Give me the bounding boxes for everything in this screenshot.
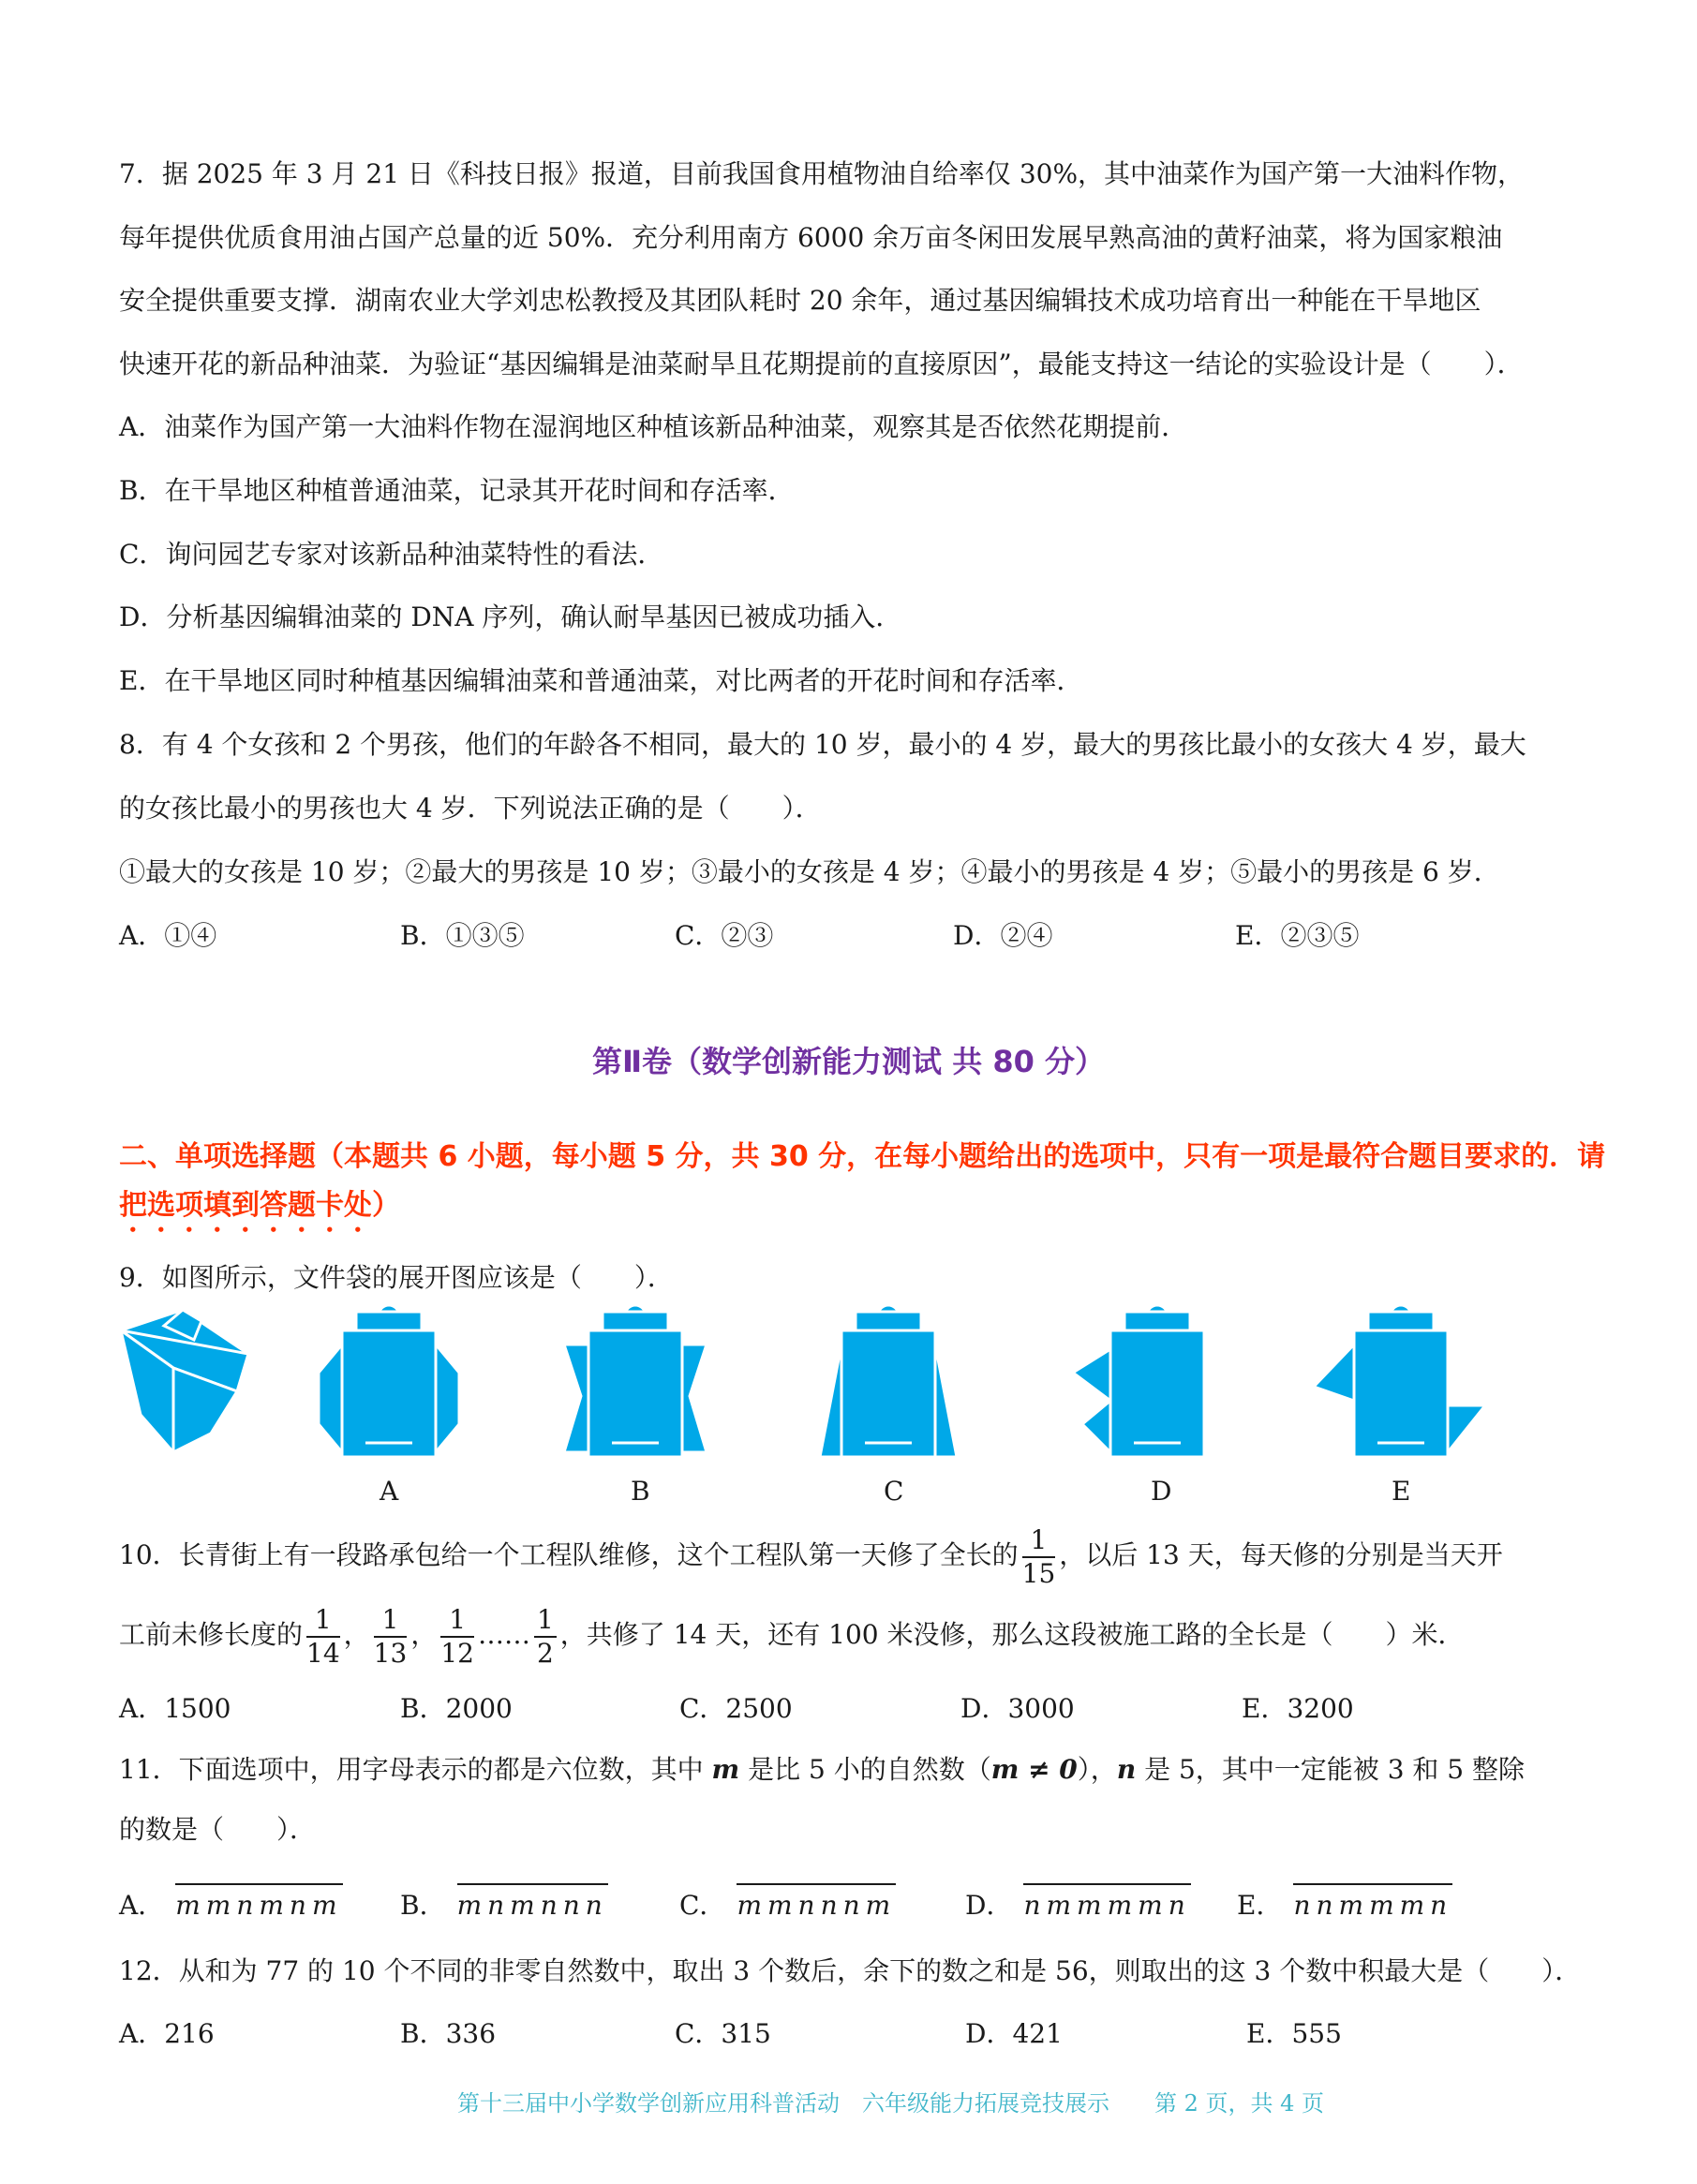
q12-text: 12．从和为 77 的 10 个不同的非零自然数中，取出 3 个数后，余下的数之和是 56，则取出的这 3 个数中积最大是（ ）． xyxy=(119,1955,1582,1986)
q8-line-3: ①最大的女孩是 10 岁；②最大的男孩是 10 岁；③最小的女孩是 4 岁；④最小的男孩是 4 岁；⑤最小的男孩是 6 岁． xyxy=(119,856,1500,887)
q10-option-a: A．1500 xyxy=(119,1693,231,1724)
q7-line-2: 每年提供优质食用油占国产总量的近 50%．充分利用南方 6000 余万亩冬闲田发展早熟高油的黄籽油菜，将为国家粮油 xyxy=(119,222,1503,253)
q8-option-c: C．②③ xyxy=(675,920,774,951)
fraction-numerator: 1 xyxy=(440,1604,474,1638)
net-label-a: A xyxy=(380,1476,399,1507)
q11-option-c xyxy=(679,1883,896,1923)
option-letter: E． xyxy=(1237,1890,1283,1921)
q12-option-c: C．315 xyxy=(675,2018,771,2049)
option-letter: B． xyxy=(400,1890,446,1921)
q8-option-a: A．①④ xyxy=(119,920,217,951)
net-option-a xyxy=(314,1302,464,1462)
option-letter: A． xyxy=(119,1890,165,1921)
fraction-1-14 xyxy=(306,1604,340,1670)
overlined-number: mmnmnm xyxy=(175,1883,342,1923)
net-label-d: D xyxy=(1151,1476,1172,1507)
q11-text-b: 是比 5 小的自然数（ xyxy=(739,1754,991,1785)
q12-option-e: E．555 xyxy=(1246,2018,1342,2049)
net-label-b: B xyxy=(631,1476,650,1507)
fraction-1-13 xyxy=(374,1604,408,1670)
fraction-denominator: 15 xyxy=(1021,1557,1056,1589)
q8-option-b: B．①③⑤ xyxy=(400,920,525,951)
fraction-numerator: 1 xyxy=(306,1604,340,1638)
q8-line-1: 8．有 4 个女孩和 2 个男孩，他们的年龄各不相同，最大的 10 岁，最小的 4 岁，最大的男孩比最小的女孩大 4 岁，最大 xyxy=(119,729,1526,760)
page-footer: 第十三届中小学数学创新应用科普活动 六年级能力拓展竞技展示 第 2 页，共 4 页 xyxy=(457,2090,1325,2117)
fraction-denominator: 14 xyxy=(306,1637,340,1669)
q7-option-d: D．分析基因编辑油菜的 DNA 序列，确认耐旱基因已被成功插入． xyxy=(119,602,902,632)
fraction-denominator: 13 xyxy=(373,1637,408,1669)
fraction-1-15 xyxy=(1022,1524,1056,1590)
net-option-b xyxy=(562,1302,712,1462)
net-option-d xyxy=(1068,1302,1218,1462)
condition-m-not-zero: m ≠ 0 xyxy=(990,1754,1078,1785)
overlined-number: mmnnnm xyxy=(737,1883,896,1923)
net-option-c xyxy=(815,1302,965,1462)
fraction-numerator: 1 xyxy=(1022,1524,1056,1558)
folder-3d-figure xyxy=(117,1302,258,1462)
fraction-denominator: 2 xyxy=(536,1637,554,1669)
q12-option-b: B．336 xyxy=(400,2018,497,2049)
q11-line-1 xyxy=(119,1753,1553,1787)
instructions-line-2: 把选项填到答题卡处） xyxy=(119,1189,400,1222)
overlined-number: mnmnnn xyxy=(457,1883,608,1923)
q11-text-d: 是 5，其中一定能被 3 和 5 整除 xyxy=(1136,1754,1526,1785)
q11-text-a: 11．下面选项中，用字母表示的都是六位数，其中 xyxy=(119,1754,712,1785)
q12-option-a: A．216 xyxy=(119,2018,215,2049)
instructions-line-1: 二、单项选择题（本题共 6 小题，每小题 5 分，共 30 分，在每小题给出的选项中，只有一项是最符合题目要求的．请 xyxy=(119,1140,1606,1173)
q7-line-1: 7．据 2025 年 3 月 21 日《科技日报》报道，目前我国食用植物油自给率仅 30%，其中油菜作为国产第一大油料作物， xyxy=(119,158,1525,189)
fraction-numerator: 1 xyxy=(374,1604,408,1638)
q10-line-2 xyxy=(119,1597,1553,1672)
option-letter: D． xyxy=(965,1890,1013,1921)
q7-option-c: C．询问园艺专家对该新品种油菜特性的看法． xyxy=(119,539,664,570)
q10-option-b: B．2000 xyxy=(400,1693,513,1724)
q9-text: 9．如图所示，文件袋的展开图应该是（ ）． xyxy=(119,1262,674,1293)
var-n: n xyxy=(1116,1754,1137,1785)
fraction-1-12 xyxy=(440,1604,474,1670)
q11-option-e xyxy=(1237,1883,1452,1923)
q7-line-4: 快速开花的新品种油菜．为验证“基因编辑是油菜耐旱且花期提前的直接原因”，最能支持这一结论的实验设计是（ ）． xyxy=(119,349,1524,379)
overlined-number: nmmmmn xyxy=(1023,1883,1190,1923)
fraction-1-2 xyxy=(534,1604,557,1670)
q10-option-d: D．3000 xyxy=(960,1693,1075,1724)
net-option-e xyxy=(1312,1302,1490,1462)
q11-option-d xyxy=(965,1883,1191,1923)
q11-option-b xyxy=(400,1883,608,1923)
q7-option-a: A．油菜作为国产第一大油料作物在湿润地区种植该新品种油菜，观察其是否依然花期提前． xyxy=(119,411,1188,442)
q11-text-c: ）， xyxy=(1077,1754,1117,1785)
q8-option-d: D．②④ xyxy=(953,920,1053,951)
section-title: 第Ⅱ卷（数学创新能力测试 共 80 分） xyxy=(591,1044,1106,1079)
q10-text-1a: 10．长青街上有一段路承包给一个工程队维修，这个工程队第一天修了全长的 xyxy=(119,1539,1019,1570)
q10-option-e: E．3200 xyxy=(1242,1693,1354,1724)
q11-line-2: 的数是（ ）． xyxy=(119,1814,317,1845)
net-label-e: E xyxy=(1392,1476,1411,1507)
q10-text-2b: ，共修了 14 天，还有 100 米没修，那么这段被施工路的全长是（ ）米． xyxy=(559,1619,1465,1650)
comma: ， xyxy=(410,1619,438,1650)
q10-text-1b: ，以后 13 天，每天修的分别是当天开 xyxy=(1059,1539,1503,1570)
fraction-denominator: 12 xyxy=(440,1637,474,1669)
q8-line-2: 的女孩比最小的男孩也大 4 岁．下列说法正确的是（ ）． xyxy=(119,793,822,824)
var-m: m xyxy=(711,1754,740,1785)
net-label-c: C xyxy=(884,1476,904,1507)
q10-text-2a: 工前未修长度的 xyxy=(119,1619,304,1650)
comma: ， xyxy=(343,1619,370,1650)
q8-option-e: E．②③⑤ xyxy=(1235,920,1360,951)
option-letter: C． xyxy=(679,1890,726,1921)
overlined-number: nnmmmn xyxy=(1293,1883,1452,1923)
q10-option-c: C．2500 xyxy=(679,1693,793,1724)
ellipsis: …… xyxy=(477,1619,530,1650)
q7-line-3: 安全提供重要支撑．湖南农业大学刘忠松教授及其团队耗时 20 余年，通过基因编辑技术成功培育出一种能在干旱地区 xyxy=(119,285,1481,316)
fraction-numerator: 1 xyxy=(534,1604,557,1638)
q7-option-e: E．在干旱地区同时种植基因编辑油菜和普通油菜，对比两者的开花时间和存活率． xyxy=(119,665,1083,696)
q7-option-b: B．在干旱地区种植普通油菜，记录其开花时间和存活率． xyxy=(119,475,795,506)
q11-option-a xyxy=(119,1883,343,1923)
q12-option-d: D．421 xyxy=(965,2018,1063,2049)
q10-line-1 xyxy=(119,1518,1553,1593)
